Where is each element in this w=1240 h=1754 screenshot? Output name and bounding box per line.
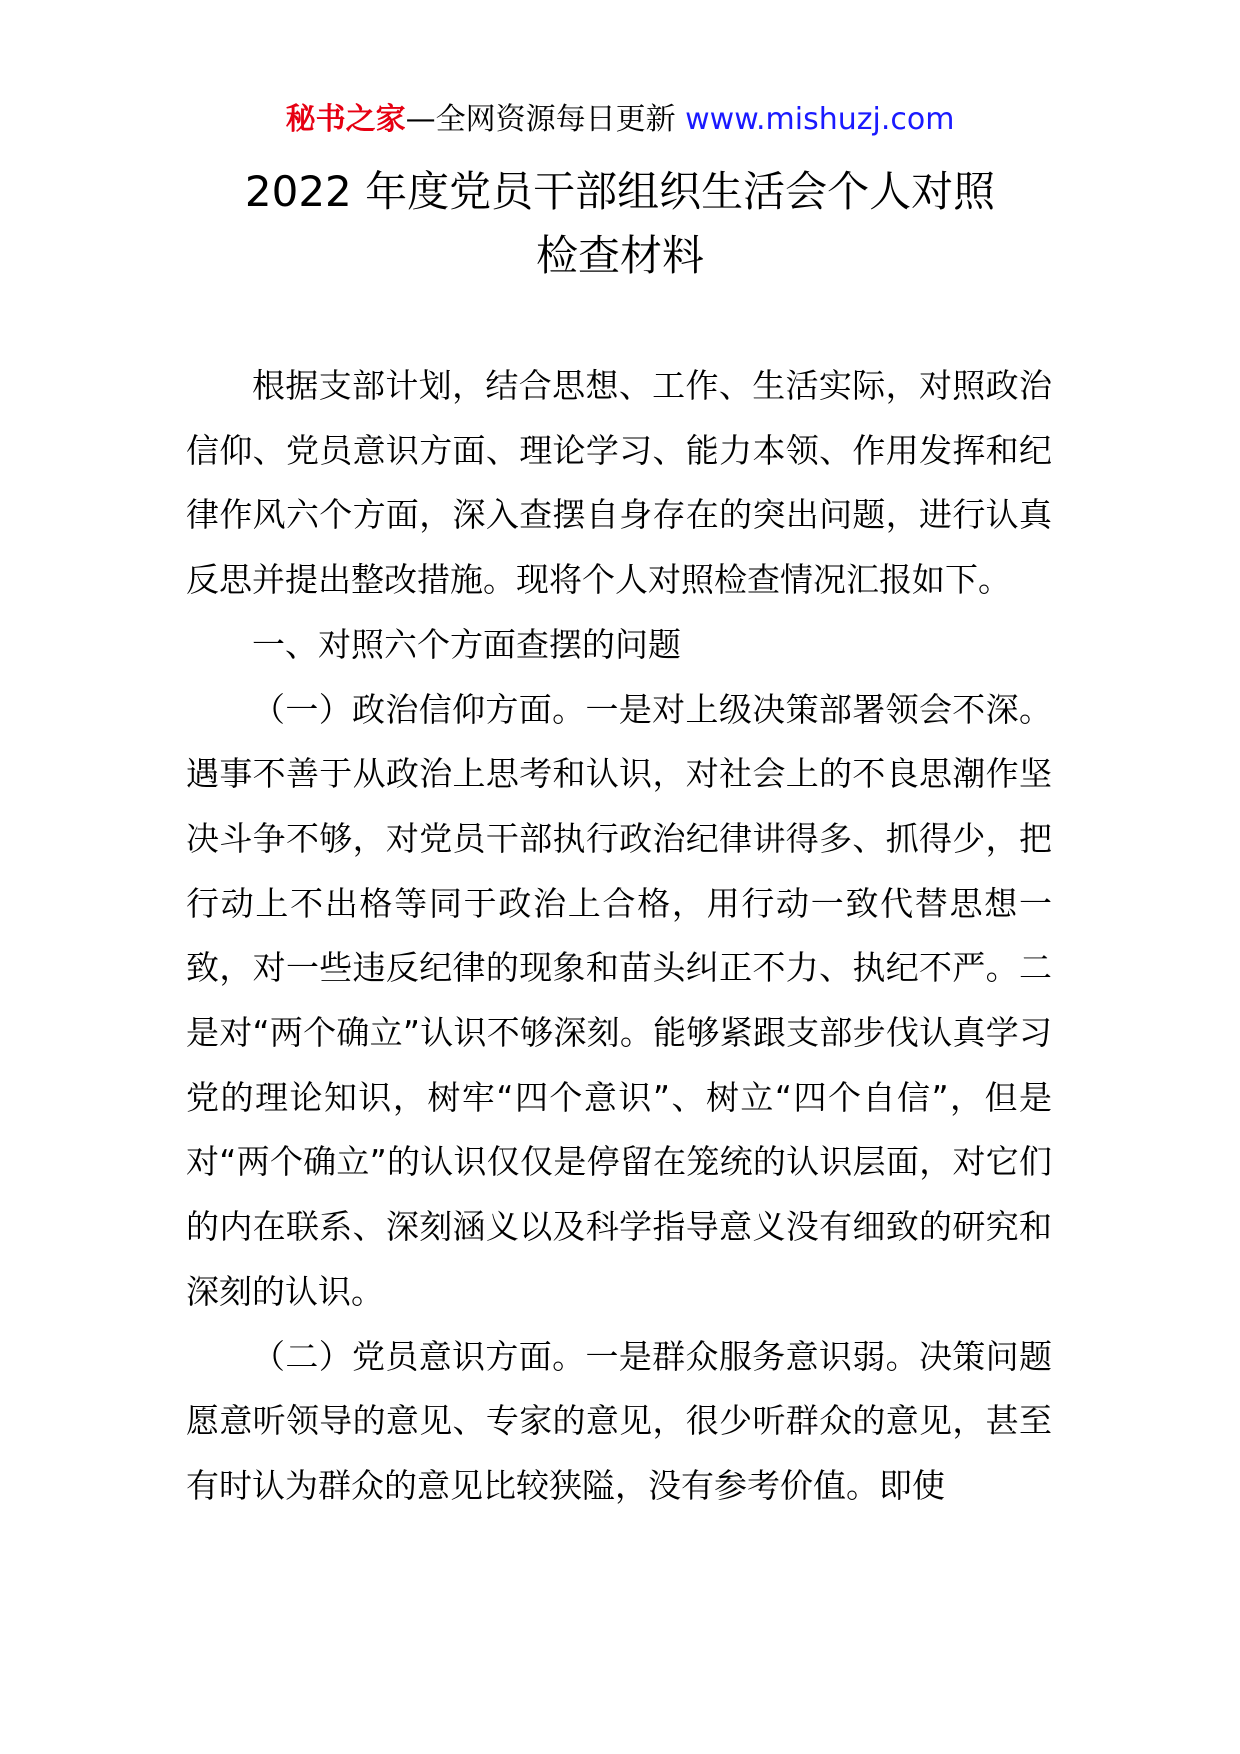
document-title <box>0 160 1240 288</box>
intro-paragraph: 根据支部计划，结合思想、工作、生活实际，对照政治信仰、党员意识方面、理论学习、能力本领、作用发挥和纪律作风六个方面，深入查摆自身存在的突出问题，进行认真反思并提出整改措施。现将个人对照检查情况汇报如下。 <box>186 366 1052 600</box>
title-line-2: 检查材料 <box>535 231 704 280</box>
header-tagline: —全网资源每日更新 <box>405 102 676 137</box>
title-line-1: 2022 年度党员干部组织生活会个人对照 <box>244 167 996 216</box>
brand-name: 秘书之家 <box>285 102 406 137</box>
section-heading: 一、对照六个方面查摆的问题 <box>252 624 681 664</box>
party-awareness-paragraph: （二）党员意识方面。一是群众服务意识弱。决策问题愿意听领导的意见、专家的意见，很少听群众的意见，甚至有时认为群众的意见比较狭隘，没有参考价值。即使 <box>186 1336 1052 1505</box>
watermark-header <box>0 98 1240 142</box>
document-body <box>186 354 1052 1519</box>
political-belief-paragraph: （一）政治信仰方面。一是对上级决策部署领会不深。遇事不善于从政治上思考和认识，对社会上的不良思潮作坚决斗争不够，对党员干部执行政治纪律讲得多、抓得少，把行动上不出格等同于政治上合格，用行动一致代替思想一致，对一些违反纪律的现象和苗头纠正不力、执纪不严。二是对“两个确立”认识不够深刻。能够紧跟支部步伐认真学习党的理论知识，树牢“四个意识”、树立“四个自信”，但是对“两个确立”的认识仅仅是停留在笼统的认识层面，对它们的内在联系、深刻涵义以及科学指导意义没有细致的研究和深刻的认识。 <box>186 689 1052 1311</box>
website-url[interactable]: www.mishuzj.com <box>685 102 955 137</box>
